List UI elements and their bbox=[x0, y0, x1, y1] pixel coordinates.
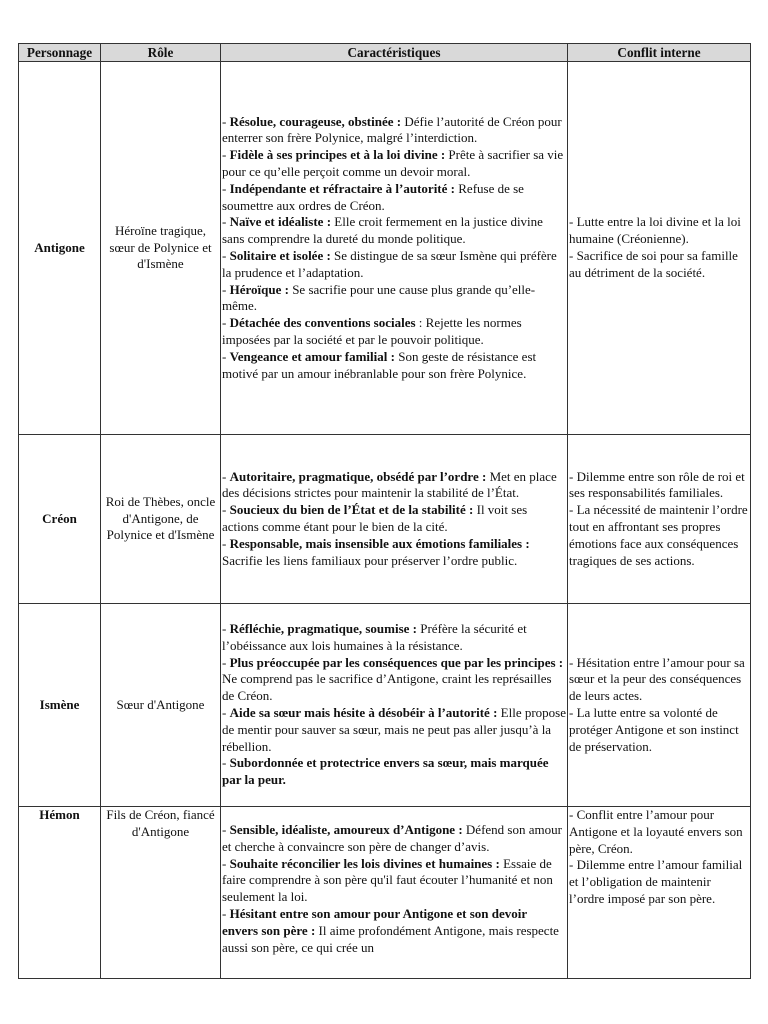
header-traits: Caractéristiques bbox=[221, 44, 568, 62]
character-name: Créon bbox=[19, 435, 101, 604]
row-antigone bbox=[19, 62, 751, 435]
trait: - Autoritaire, pragmatique, obsédé par l’ordre : Met en place des décisions strictes pour maintenir la stabilité de l’État. bbox=[222, 468, 557, 501]
trait-label: Vengeance et amour familial : bbox=[229, 348, 395, 364]
character-role: Héroïne tragique, sœur de Polynice et d'Ismène bbox=[101, 62, 221, 435]
trait-label: Héroïque : bbox=[229, 281, 289, 297]
conflict-item: - Sacrifice de soi pour sa famille au détriment de la société. bbox=[569, 248, 738, 280]
header-conflict: Conflit interne bbox=[568, 44, 751, 62]
trait-label: Détachée des conventions sociales bbox=[229, 315, 416, 331]
trait-text: Préfère la sécurité et l’obéissance aux lois humaines à la résistance. bbox=[222, 621, 527, 653]
trait: - Fidèle à ses principes et à la loi divine : Prête à sacrifier sa vie pour ce qu’elle perçoit comme un devoir moral. bbox=[222, 147, 564, 180]
conflict-item: - Conflit entre l’amour pour Antigone et la loyauté envers son père, Créon. bbox=[569, 807, 743, 856]
trait: - Sensible, idéaliste, amoureux d’Antigone : Défend son amour et cherche à convaincre son père de changer d’avis. bbox=[222, 822, 562, 854]
trait-label: Sensible, idéaliste, amoureux d’Antigone : bbox=[229, 822, 463, 837]
trait: - Détachée des conventions sociales : Rejette les normes imposées par la société et par le pouvoir politique. bbox=[222, 315, 522, 347]
traits-cell bbox=[221, 435, 568, 604]
conflict-cell bbox=[568, 807, 751, 979]
trait-text: Sacrifie les liens familiaux pour préserver l’ordre public. bbox=[222, 552, 518, 568]
trait-label: Résolue, courageuse, obstinée : bbox=[229, 113, 402, 129]
trait: - Plus préoccupée par les conséquences que par les principes : Ne comprend pas le sacrifice d’Antigone, craint les représailles de Créon. bbox=[222, 654, 564, 704]
trait-text: Il voit ses actions comme étant pour le bien de la cité. bbox=[222, 502, 528, 534]
character-role: Sœur d'Antigone bbox=[101, 604, 221, 807]
trait-label: Réfléchie, pragmatique, soumise : bbox=[229, 621, 417, 637]
trait-label: Indépendante et réfractaire à l’autorité : bbox=[229, 180, 455, 196]
trait: - Souhaite réconcilier les lois divines et humaines : Essaie de faire comprendre à son père qu'il faut écouter l’humanité et non seulement la loi. bbox=[222, 855, 553, 905]
trait-text: Son geste de résistance est motivé par un amour inébranlable pour son frère Polynice. bbox=[222, 348, 537, 381]
row-hemon bbox=[19, 807, 751, 979]
trait: - Naïve et idéaliste : Elle croit fermement en la justice divine sans comprendre la dureté du monde politique. bbox=[222, 214, 543, 247]
trait-text: Refuse de se soumettre aux ordres de Créon. bbox=[222, 180, 524, 213]
trait-label: Hésitant entre son amour pour Antigone et son devoir envers son père : bbox=[222, 905, 527, 938]
character-role: Fils de Créon, fiancé d'Antigone bbox=[101, 807, 221, 979]
trait-text: Ne comprend pas le sacrifice d’Antigone, craint les représailles de Créon. bbox=[222, 671, 552, 704]
trait-label: Solitaire et isolée : bbox=[229, 248, 331, 263]
trait-text: Il aime profondément Antigone, mais respecte aussi son père, ce qui crée un bbox=[222, 922, 559, 955]
traits-cell bbox=[221, 807, 568, 979]
traits-cell bbox=[221, 604, 568, 807]
trait-text: Elle croit fermement en la justice divine sans comprendre la dureté du monde politique. bbox=[222, 214, 543, 247]
trait-text: Défend son amour et cherche à convaincre son père de changer d’avis. bbox=[222, 822, 562, 854]
trait-text: Elle propose de mentir pour sauver sa sœur, mais ne peut pas aller jusqu’à la rébellion. bbox=[222, 705, 566, 754]
trait-text: Défie l’autorité de Créon pour enterrer son frère Polynice, malgré l’interdiction. bbox=[222, 113, 562, 146]
trait-label: Responsable, mais insensible aux émotions familiales : bbox=[229, 535, 530, 551]
trait: - Subordonnée et protectrice envers sa sœur, mais marquée par la peur. bbox=[222, 755, 549, 788]
trait: - Héroïque : Se sacrifie pour une cause plus grande qu’elle-même. bbox=[222, 281, 536, 314]
trait: - Résolue, courageuse, obstinée : Défie l’autorité de Créon pour enterrer son frère Polynice, malgré l’interdiction. bbox=[222, 113, 562, 146]
trait-text: Se distingue de sa sœur Ismène qui préfère la prudence et l’adaptation. bbox=[222, 248, 557, 280]
row-ismene bbox=[19, 604, 751, 807]
character-name: Hémon bbox=[19, 807, 101, 979]
trait-label: Soucieux du bien de l’État et de la stabilité : bbox=[229, 502, 474, 518]
trait: - Responsable, mais insensible aux émotions familiales : Sacrifie les liens familiaux pour préserver l’ordre public. bbox=[222, 535, 530, 568]
conflict-item: - La lutte entre sa volonté de protéger Antigone et son instinct de préservation. bbox=[569, 705, 739, 754]
trait-label: Aide sa sœur mais hésite à désobéir à l’autorité : bbox=[229, 705, 498, 720]
conflict-cell bbox=[568, 62, 751, 435]
conflict-item: - Lutte entre la loi divine et la loi humaine (Créonienne). bbox=[569, 214, 741, 247]
row-creon bbox=[19, 435, 751, 604]
trait-label: Autoritaire, pragmatique, obsédé par l’ordre : bbox=[229, 468, 487, 484]
character-table bbox=[18, 43, 751, 979]
trait: - Aide sa sœur mais hésite à désobéir à l’autorité : Elle propose de mentir pour sauver sa sœur, mais ne peut pas aller jusqu’à la rébellion. bbox=[222, 705, 566, 754]
trait-text: Met en place des décisions strictes pour maintenir la stabilité de l’État. bbox=[222, 468, 557, 501]
conflict-cell bbox=[568, 435, 751, 604]
conflict-item: - Hésitation entre l’amour pour sa sœur et la peur des conséquences de leurs actes. bbox=[569, 654, 745, 704]
trait-label: Plus préoccupée par les conséquences que par les principes : bbox=[229, 654, 564, 670]
conflict-item: - Dilemme entre son rôle de roi et ses responsabilités familiales. bbox=[569, 468, 745, 501]
traits-clip bbox=[222, 807, 566, 978]
trait: - Réfléchie, pragmatique, soumise : Préfère la sécurité et l’obéissance aux lois humaines à la résistance. bbox=[222, 621, 527, 653]
trait: - Soucieux du bien de l’État et de la stabilité : Il voit ses actions comme étant pour le bien de la cité. bbox=[222, 502, 528, 534]
conflict-item: - La nécessité de maintenir l’ordre tout en affrontant ses propres émotions face aux conséquences tragiques de ses actions. bbox=[569, 502, 748, 568]
character-name: Ismène bbox=[19, 604, 101, 807]
trait-label: Souhaite réconcilier les lois divines et humaines : bbox=[229, 855, 500, 871]
header-character: Personnage bbox=[19, 44, 101, 62]
conflict-cell bbox=[568, 604, 751, 807]
trait: - Indépendante et réfractaire à l’autorité : Refuse de se soumettre aux ordres de Créon. bbox=[222, 180, 524, 213]
trait-label: Fidèle à ses principes et à la loi divine : bbox=[229, 147, 446, 163]
trait: - Vengeance et amour familial : Son geste de résistance est motivé par un amour inébranlable pour son frère Polynice. bbox=[222, 348, 537, 381]
trait-text: Prête à sacrifier sa vie pour ce qu’elle perçoit comme un devoir moral. bbox=[222, 147, 564, 180]
header-row bbox=[19, 44, 751, 62]
trait: - Solitaire et isolée : Se distingue de sa sœur Ismène qui préfère la prudence et l’adaptation. bbox=[222, 248, 557, 280]
character-role: Roi de Thèbes, oncle d'Antigone, de Polynice et d'Ismène bbox=[101, 435, 221, 604]
traits-cell bbox=[221, 62, 568, 435]
conflict-item: - Dilemme entre l’amour familial et l’obligation de maintenir l’ordre imposé par son père. bbox=[569, 857, 743, 906]
header-role: Rôle bbox=[101, 44, 221, 62]
trait-label: Subordonnée et protectrice envers sa sœur, mais marquée par la peur. bbox=[222, 755, 549, 788]
character-name: Antigone bbox=[19, 62, 101, 435]
trait: - Hésitant entre son amour pour Antigone et son devoir envers son père : Il aime profondément Antigone, mais respecte aussi son père, ce qui crée un bbox=[222, 905, 559, 955]
trait-text: Essaie de faire comprendre à son père qu'il faut écouter l’humanité et non seulement la loi. bbox=[222, 855, 553, 905]
trait-text: : Rejette les normes imposées par la société et par le pouvoir politique. bbox=[222, 315, 522, 347]
trait-text: Se sacrifie pour une cause plus grande qu’elle-même. bbox=[222, 281, 536, 314]
trait-label: Naïve et idéaliste : bbox=[229, 214, 332, 230]
